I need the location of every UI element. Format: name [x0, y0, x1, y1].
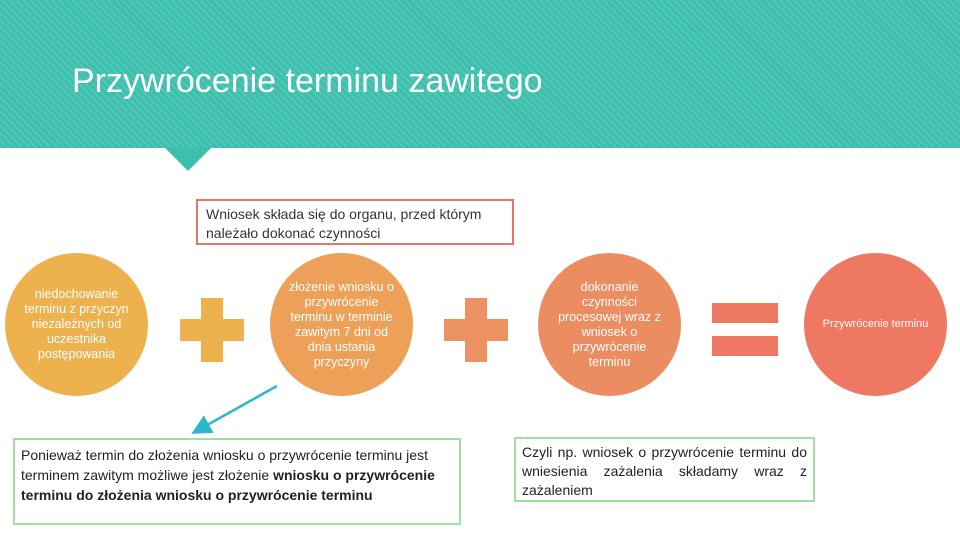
- note-box-left: [13, 438, 461, 525]
- circle-condition-1-text: niedochowanie terminu z przyczyn niezależnych od uczestnika postępowania: [24, 287, 129, 361]
- circle-condition-2-text: złożenie wniosku o przywrócenie terminu w terminie zawitym 7 dni od dnia ustania przyczyny: [289, 279, 394, 369]
- note-left-text: Ponieważ termin do złożenia wniosku o przywrócenie terminu jest terminem zawitym możliwe jest złożenie: [21, 447, 428, 483]
- note-box-right: Czyli np. wniosek o przywrócenie terminu do wniesienia zażalenia składamy wraz z zażaleniem: [514, 437, 815, 502]
- note-left-bold-text: wniosku o przywrócenie terminu do złożenia wniosku o przywrócenie terminu: [21, 467, 435, 503]
- circle-condition-3-text: dokonanie czynności procesowej wraz z wniosek o przywrócenie terminu: [558, 279, 661, 369]
- info-box-organ: Wniosek składa się do organu, przed którym należało dokonać czynności: [196, 199, 514, 245]
- circle-result-text: Przywrócenie terminu: [822, 318, 929, 330]
- slide-title: Przywrócenie terminu zawitego: [72, 62, 543, 100]
